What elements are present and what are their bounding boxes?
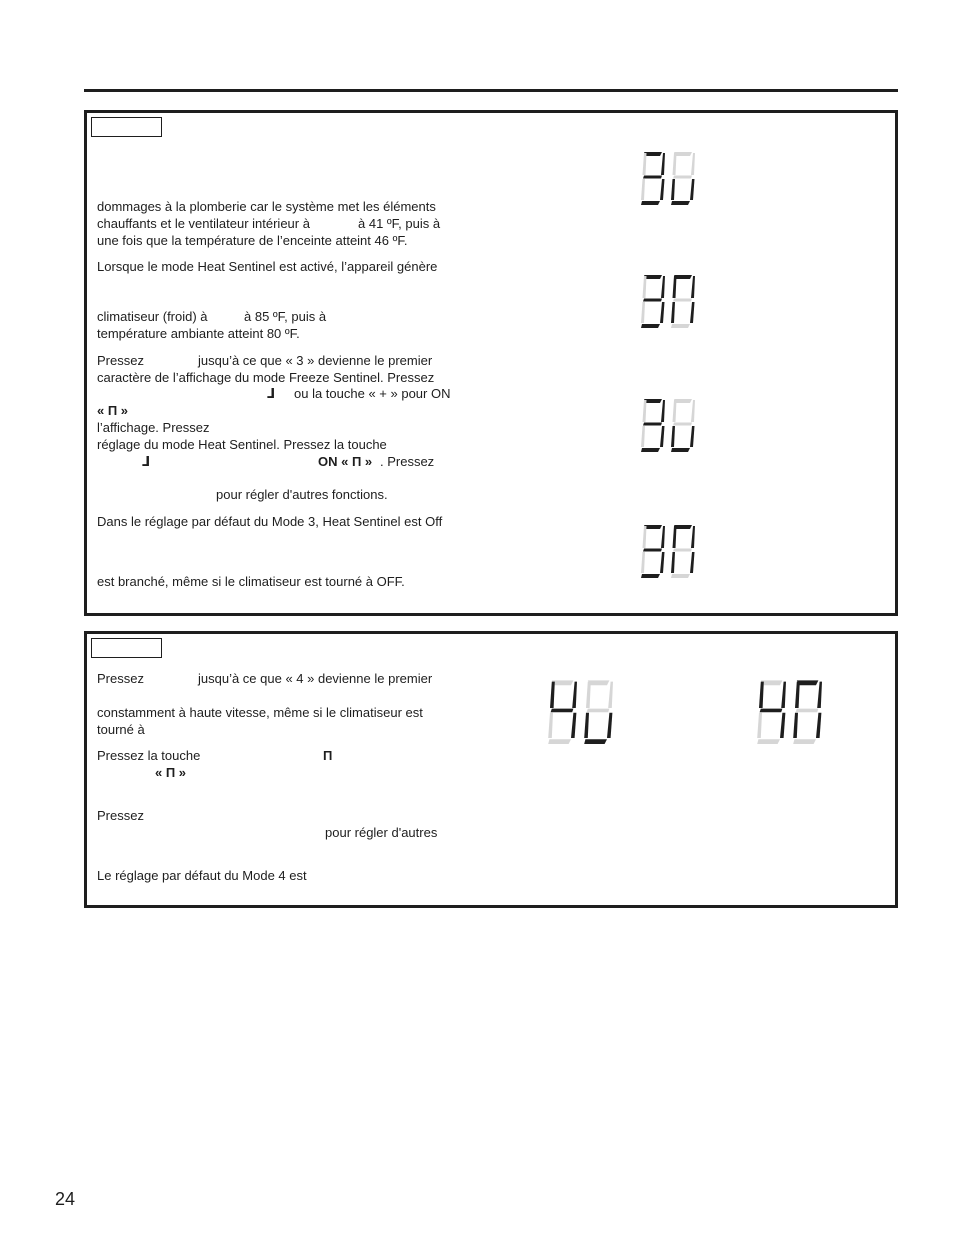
segment-b <box>691 400 695 422</box>
mode-4-line: tourné à <box>97 722 145 737</box>
segment-d <box>671 574 690 578</box>
mode-3-line: à 41 ºF, puis à <box>358 216 441 231</box>
segment-e <box>671 426 675 447</box>
mode-3-line: dommages à la plomberie car le système met les éléments <box>97 199 436 214</box>
page-number: 24 <box>55 1189 76 1209</box>
segment-g <box>673 423 692 426</box>
mode-3-line: ᒧ <box>142 454 151 469</box>
segment-b <box>691 526 695 548</box>
segment-d <box>793 739 816 744</box>
segment-b <box>781 682 786 708</box>
segment-b <box>817 682 822 708</box>
segment-g <box>587 709 610 713</box>
segment-a <box>761 680 783 685</box>
segment-f <box>673 276 677 298</box>
mode-4-line: jusqu’à ce que « 4 » devienne le premier <box>198 671 433 686</box>
segment-digit <box>641 525 665 578</box>
mode-3-line: . Pressez <box>380 454 435 469</box>
segment-d <box>641 574 660 578</box>
seven-segment-svg <box>640 150 699 207</box>
segment-c <box>660 426 665 447</box>
segment-e <box>671 552 675 573</box>
mode-4-line: « П » <box>155 765 187 780</box>
segment-c <box>816 713 821 738</box>
mode-4-line: Le réglage par défaut du Mode 4 est <box>97 868 307 883</box>
mode-4-line: П <box>323 748 333 763</box>
segment-digit <box>641 275 665 328</box>
segment-a <box>674 525 692 529</box>
segment-d <box>671 201 690 205</box>
segment-e <box>584 713 589 738</box>
segment-b <box>661 153 665 175</box>
mode-3-line: réglage du mode Heat Sentinel. Pressez la touche <box>97 437 387 452</box>
segment-b <box>661 526 665 548</box>
seven-segment-svg <box>640 273 699 330</box>
segment-digit <box>671 525 695 578</box>
segment-e <box>641 552 645 573</box>
segment-a <box>644 152 662 156</box>
mode-3-line: chauffants et le ventilateur intérieur à <box>97 216 310 231</box>
segment-g <box>760 709 783 713</box>
segment-c <box>690 426 695 447</box>
mode-4-line: Pressez <box>97 671 144 686</box>
mode-3-line: caractère de l’affichage du mode Freeze Sentinel. Pressez <box>97 370 435 385</box>
segment-f <box>673 526 677 548</box>
segment-e <box>757 713 762 738</box>
segment-g <box>673 549 692 552</box>
segment-g <box>551 709 574 713</box>
segment-digit <box>584 680 613 744</box>
segment-digit <box>793 680 822 744</box>
mode-4-line: pour régler d'autres <box>325 825 438 840</box>
segment-e <box>793 713 798 738</box>
seven-segment-svg <box>640 523 699 580</box>
segment-b <box>661 400 665 422</box>
mode-3-line: ou la touche « + » pour ON <box>294 386 451 401</box>
segment-f <box>643 153 647 175</box>
header-rule <box>84 89 898 92</box>
mode-3-line: pour régler d'autres fonctions. <box>216 487 388 502</box>
segment-d <box>584 739 607 744</box>
mode-3-panel <box>84 110 898 616</box>
segment-f <box>643 526 647 548</box>
segment-g <box>643 176 662 179</box>
segment-g <box>643 423 662 426</box>
mode-3-line: Lorsque le mode Heat Sentinel est activé, l’appareil génère <box>97 259 438 274</box>
segment-f <box>795 682 800 708</box>
mode-3-line: une fois que la température de l’enceinte atteint 46 ºF. <box>97 233 408 248</box>
segment-c <box>690 179 695 200</box>
segment-digit <box>757 680 786 744</box>
segment-f <box>759 682 764 708</box>
segment-d <box>641 324 660 328</box>
mode-3-line: est branché, même si le climatiseur est tourné à OFF. <box>97 574 405 589</box>
mode-3-line: l’affichage. Pressez <box>97 420 210 435</box>
segment-g <box>643 299 662 302</box>
segment-d <box>671 324 690 328</box>
mode-4-line: Pressez <box>97 808 144 823</box>
segment-c <box>690 302 695 323</box>
segment-d <box>641 448 660 452</box>
segment-c <box>780 713 785 738</box>
segment-d <box>757 739 780 744</box>
seven-segment-display <box>640 397 699 459</box>
seven-segment-display <box>547 678 618 751</box>
segment-a <box>797 680 819 685</box>
mode-4-line: constamment à haute vitesse, même si le climatiseur est <box>97 705 423 720</box>
segment-f <box>550 682 555 708</box>
segment-c <box>571 713 576 738</box>
seven-segment-svg <box>756 678 827 746</box>
segment-g <box>643 549 662 552</box>
segment-f <box>673 153 677 175</box>
segment-f <box>643 276 647 298</box>
segment-f <box>643 400 647 422</box>
segment-b <box>608 682 613 708</box>
segment-e <box>671 179 675 200</box>
mode-3-tab <box>91 117 162 137</box>
segment-a <box>674 275 692 279</box>
segment-b <box>691 153 695 175</box>
segment-g <box>673 176 692 179</box>
segment-digit <box>641 399 665 452</box>
seven-segment-display <box>756 678 827 751</box>
seven-segment-svg <box>547 678 618 746</box>
segment-b <box>691 276 695 298</box>
mode-3-line: température ambiante atteint 80 ºF. <box>97 326 300 341</box>
segment-digit <box>671 399 695 452</box>
segment-a <box>644 525 662 529</box>
segment-e <box>548 713 553 738</box>
segment-d <box>641 201 660 205</box>
mode-3-line: ᒧ <box>267 386 276 401</box>
segment-g <box>796 709 819 713</box>
segment-e <box>641 302 645 323</box>
segment-b <box>572 682 577 708</box>
mode-4-tab <box>91 638 162 658</box>
segment-digit <box>671 275 695 328</box>
mode-3-line: Pressez <box>97 353 144 368</box>
mode-3-line: jusqu’à ce que « 3 » devienne le premier <box>198 353 433 368</box>
segment-e <box>641 179 645 200</box>
segment-c <box>660 552 665 573</box>
segment-f <box>673 400 677 422</box>
segment-a <box>644 399 662 403</box>
segment-c <box>690 552 695 573</box>
segment-d <box>671 448 690 452</box>
seven-segment-svg <box>640 397 699 454</box>
segment-a <box>588 680 610 685</box>
segment-a <box>674 152 692 156</box>
seven-segment-display <box>640 523 699 585</box>
segment-a <box>552 680 574 685</box>
segment-digit <box>641 152 665 205</box>
segment-digit <box>548 680 577 744</box>
mode-3-line: climatiseur (froid) à <box>97 309 208 324</box>
segment-c <box>660 179 665 200</box>
seven-segment-display <box>640 150 699 212</box>
segment-g <box>673 299 692 302</box>
segment-d <box>548 739 571 744</box>
segment-f <box>586 682 591 708</box>
segment-a <box>674 399 692 403</box>
mode-3-line: Dans le réglage par défaut du Mode 3, Heat Sentinel est Off <box>97 514 443 529</box>
segment-a <box>644 275 662 279</box>
mode-4-line: Pressez la touche <box>97 748 201 763</box>
segment-e <box>641 426 645 447</box>
segment-c <box>607 713 612 738</box>
segment-c <box>660 302 665 323</box>
mode-4-panel <box>84 631 898 908</box>
mode-3-line: « П » <box>97 403 129 418</box>
segment-digit <box>671 152 695 205</box>
segment-b <box>661 276 665 298</box>
mode-3-line: ON « П » <box>318 454 373 469</box>
mode-3-line: à 85 ºF, puis à <box>244 309 327 324</box>
seven-segment-display <box>640 273 699 335</box>
segment-e <box>671 302 675 323</box>
